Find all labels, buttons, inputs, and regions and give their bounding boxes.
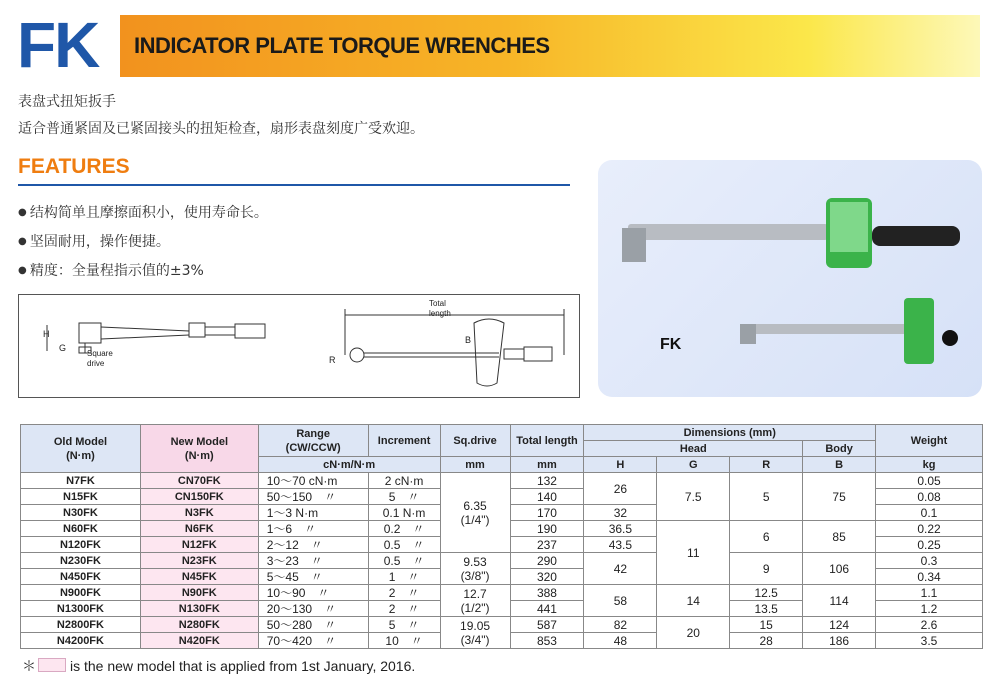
table-cell: N420FK [140,633,258,649]
table-row [21,585,983,601]
table-cell: 186 [803,633,876,649]
table-cell: 0.22 [876,521,983,537]
th-range: Range (CW/CCW) [258,425,368,457]
table-cell: 0.5 〃 [368,553,440,569]
new-model-swatch [38,658,66,672]
table-cell: 1.1 [876,585,983,601]
table-cell: 75 [803,473,876,521]
table-cell: N4200FK [21,633,141,649]
th-body: Body [803,441,876,457]
table-cell: 11 [657,521,730,585]
table-cell: 26 [584,473,657,505]
table-cell: 85 [803,521,876,553]
table-cell: 10～90 〃 [258,585,368,601]
table-cell: 2 cN·m [368,473,440,489]
wrench-photo [598,160,982,397]
th-dimensions: Dimensions (mm) [584,425,876,441]
table-cell: 1～3 N·m [258,505,368,521]
table-cell: 12.7 (1/2") [440,585,510,617]
description-cn: 适合普通紧固及已紧固接头的扭矩检查，扇形表盘刻度广受欢迎。 [18,121,424,137]
table-cell: 1 〃 [368,569,440,585]
table-cell: 14 [657,585,730,617]
table-row [21,473,983,489]
table-cell: N45FK [140,569,258,585]
table-cell: 28 [730,633,803,649]
subtitle-cn: 表盘式扭矩扳手 [18,94,116,110]
table-cell: 9 [730,553,803,585]
table-cell: 0.1 N·m [368,505,440,521]
th-total-length: Total length [510,425,584,457]
footnote [22,656,415,676]
table-cell: CN70FK [140,473,258,489]
table-cell: 10～70 cN·m [258,473,368,489]
th-h: H [584,457,657,473]
table-cell: 32 [584,505,657,521]
table-cell: N900FK [21,585,141,601]
th-new-model: New Model (N·m) [140,425,258,473]
table-cell: 70～420 〃 [258,633,368,649]
wrench-drawing [19,295,579,397]
table-cell: 20 [657,617,730,649]
table-cell: N120FK [21,537,141,553]
table-cell: 3～23 〃 [258,553,368,569]
table-cell: 320 [510,569,584,585]
table-cell: 7.5 [657,473,730,521]
table-cell: 82 [584,617,657,633]
table-cell: 124 [803,617,876,633]
table-cell: N90FK [140,585,258,601]
table-cell: 190 [510,521,584,537]
features-heading: FEATURES [18,155,130,178]
table-cell: 6 [730,521,803,553]
table-cell: 19.05 (3/4") [440,617,510,649]
table-cell: 2.6 [876,617,983,633]
table-cell: 290 [510,553,584,569]
table-cell: 0.05 [876,473,983,489]
table-cell: N3FK [140,505,258,521]
table-cell: 20～130 〃 [258,601,368,617]
label-b: B [465,335,472,345]
table-cell: 0.5 〃 [368,537,440,553]
th-old-model: Old Model (N·m) [21,425,141,473]
table-cell: 5～45 〃 [258,569,368,585]
table-cell: N130FK [140,601,258,617]
table-cell: 15 [730,617,803,633]
table-cell: 13.5 [730,601,803,617]
title-banner [120,15,980,77]
table-cell: N12FK [140,537,258,553]
label-square-drive: Square drive [87,349,113,368]
table-cell: N60FK [21,521,141,537]
th-weight: Weight [876,425,983,457]
footnote-star: ＊ [22,658,36,674]
table-cell: 0.34 [876,569,983,585]
table-cell: 3.5 [876,633,983,649]
table-cell: 114 [803,585,876,617]
table-cell: 853 [510,633,584,649]
photo-label: FK [660,336,682,353]
table-cell: 170 [510,505,584,521]
table-cell: 36.5 [584,521,657,537]
table-cell: 2～12 〃 [258,537,368,553]
table-cell: 9.53 (3/8") [440,553,510,585]
label-h: H [43,329,50,339]
th-increment: Increment [368,425,440,457]
table-cell: 106 [803,553,876,585]
label-g: G [59,343,67,353]
table-cell: N6FK [140,521,258,537]
table-cell: 388 [510,585,584,601]
footnote-text: is the new model that is applied from 1st January, 2016. [70,658,416,674]
table-cell: 1.2 [876,601,983,617]
table-cell: 5 〃 [368,617,440,633]
product-photo [598,160,982,397]
table-cell: 140 [510,489,584,505]
table-cell: 5 [730,473,803,521]
th-unit-range: cN·m/N·m [258,457,440,473]
table-cell: 1～6 〃 [258,521,368,537]
table-cell: 0.25 [876,537,983,553]
th-b: B [803,457,876,473]
label-total-length: Total length [429,299,451,318]
table-cell: N23FK [140,553,258,569]
table-cell: CN150FK [140,489,258,505]
table-cell: 0.2 〃 [368,521,440,537]
table-cell: 0.1 [876,505,983,521]
table-cell: 237 [510,537,584,553]
table-cell: 43.5 [584,537,657,553]
table-cell: 132 [510,473,584,489]
table-cell: N30FK [21,505,141,521]
spec-table [20,424,983,649]
table-cell: 50～280 〃 [258,617,368,633]
table-cell: 5 〃 [368,489,440,505]
table-cell: 48 [584,633,657,649]
th-sq-drive: Sq.drive [440,425,510,457]
table-cell: 12.5 [730,585,803,601]
table-cell: N7FK [21,473,141,489]
features-divider [18,184,570,186]
fk-logo: FK [17,9,99,81]
th-unit-kg: kg [876,457,983,473]
table-row [21,553,983,569]
table-cell: 10 〃 [368,633,440,649]
label-r: R [329,355,336,365]
table-row [21,617,983,633]
table-cell: N450FK [21,569,141,585]
page-title: INDICATOR PLATE TORQUE WRENCHES [134,33,550,58]
th-r: R [730,457,803,473]
th-g: G [657,457,730,473]
table-cell: 0.08 [876,489,983,505]
feature-item: ● 坚固耐用，操作便捷。 [18,231,170,251]
dimension-diagram [18,294,580,398]
table-cell: 441 [510,601,584,617]
table-cell: 2 〃 [368,585,440,601]
table-cell: N230FK [21,553,141,569]
th-head: Head [584,441,803,457]
table-cell: 58 [584,585,657,617]
th-unit-mm2: mm [510,457,584,473]
table-cell: N1300FK [21,601,141,617]
table-cell: 50～150 〃 [258,489,368,505]
table-cell: 0.3 [876,553,983,569]
feature-item: ● 结构简单且摩擦面积小，使用寿命长。 [18,202,268,222]
table-cell: 587 [510,617,584,633]
table-cell: 42 [584,553,657,585]
th-unit-mm: mm [440,457,510,473]
table-cell: N280FK [140,617,258,633]
table-cell: 2 〃 [368,601,440,617]
table-cell: 6.35 (1/4") [440,473,510,553]
feature-item: ● 精度：全量程指示值的±3% [18,260,204,280]
table-cell: N15FK [21,489,141,505]
table-cell: N2800FK [21,617,141,633]
